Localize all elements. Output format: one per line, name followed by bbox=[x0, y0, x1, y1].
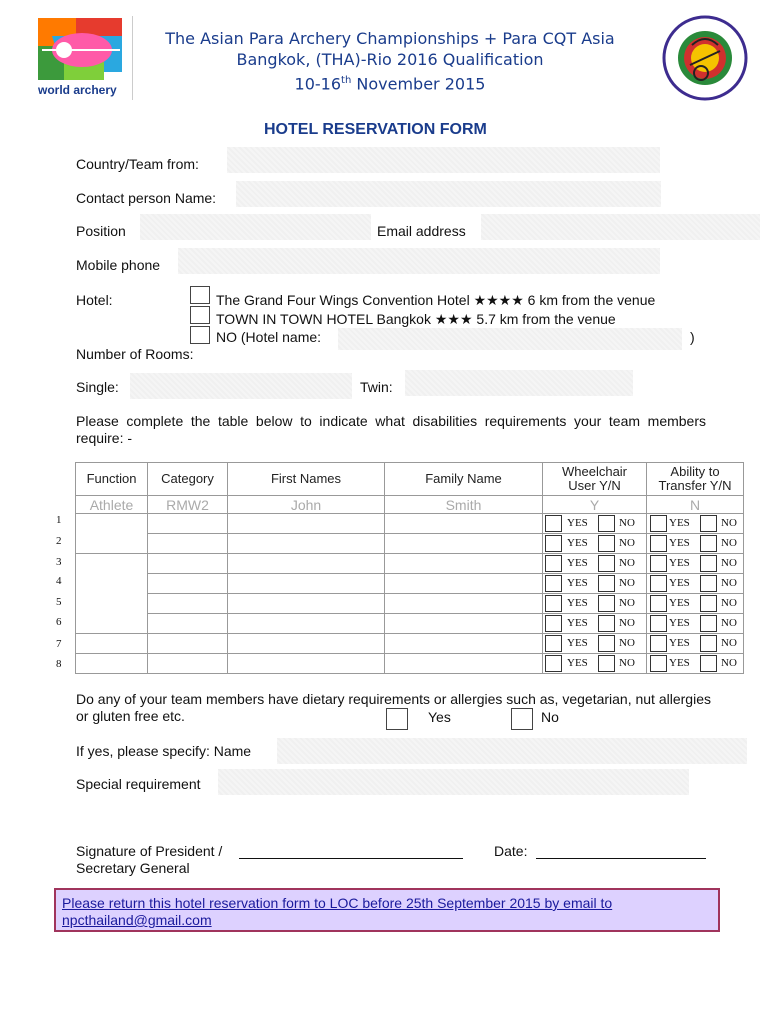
hotel-option-3-close: ) bbox=[690, 329, 695, 345]
transfer-yes-label: YES bbox=[669, 577, 690, 589]
transfer-yes-label: YES bbox=[669, 617, 690, 629]
disability-table bbox=[75, 462, 744, 674]
wheelchair-yn-cell bbox=[543, 574, 647, 594]
wheelchair-yes-label: YES bbox=[567, 537, 588, 549]
logo-text: world archery bbox=[38, 83, 117, 97]
transfer-yn-cell bbox=[647, 594, 744, 614]
category-cell[interactable] bbox=[148, 594, 228, 614]
table-row bbox=[76, 534, 744, 554]
position-label: Position bbox=[76, 223, 126, 239]
world-archery-logo bbox=[34, 16, 133, 100]
transfer-no-label: NO bbox=[721, 637, 737, 649]
wheelchair-no-label: NO bbox=[619, 577, 635, 589]
row-number-3: 3 bbox=[56, 556, 62, 568]
wheelchair-yes-label: YES bbox=[567, 597, 588, 609]
wheelchair-yes-label: YES bbox=[567, 517, 588, 529]
wheelchair-yn-cell bbox=[543, 514, 647, 534]
wheelchair-yn-cell bbox=[543, 654, 647, 674]
email-label: Email address bbox=[377, 223, 466, 239]
wheelchair-yn-cell bbox=[543, 554, 647, 574]
transfer-yn-cell bbox=[647, 574, 744, 594]
wheelchair-yes-label: YES bbox=[567, 637, 588, 649]
category-cell[interactable] bbox=[148, 514, 228, 534]
title-line-2: Bangkok, (THA)-Rio 2016 Qualification bbox=[236, 50, 544, 69]
transfer-yn-cell bbox=[647, 634, 744, 654]
wheelchair-yn-cell bbox=[543, 614, 647, 634]
wheelchair-no-checkbox[interactable] bbox=[598, 535, 615, 552]
first-name-cell[interactable] bbox=[228, 574, 385, 594]
wheelchair-yes-checkbox[interactable] bbox=[545, 635, 562, 652]
family-name-cell[interactable] bbox=[385, 594, 543, 614]
return-notice[interactable]: Please return this hotel reservation form to LOC before 25th September 2015 by email to npcthailand@gmail.com bbox=[54, 888, 720, 932]
family-name-cell[interactable] bbox=[385, 634, 543, 654]
wheelchair-yes-label: YES bbox=[567, 657, 588, 669]
country-label: Country/Team from: bbox=[76, 156, 199, 172]
transfer-yn-cell bbox=[647, 514, 744, 534]
example-category: RMW2 bbox=[148, 496, 228, 514]
row-number-1: 1 bbox=[56, 514, 62, 526]
family-name-cell[interactable] bbox=[385, 534, 543, 554]
transfer-yes-label: YES bbox=[669, 537, 690, 549]
hotel-option-3-label: NO (Hotel name: bbox=[216, 329, 322, 345]
wheelchair-yn-cell bbox=[543, 634, 647, 654]
wheelchair-yes-label: YES bbox=[567, 617, 588, 629]
header-wheelchair: Wheelchair User Y/N bbox=[543, 463, 647, 496]
transfer-no-label: NO bbox=[721, 617, 737, 629]
wheelchair-yes-checkbox[interactable] bbox=[545, 575, 562, 592]
table-row bbox=[76, 634, 744, 654]
wheelchair-no-label: NO bbox=[619, 537, 635, 549]
email-input[interactable] bbox=[481, 214, 760, 240]
transfer-no-label: NO bbox=[721, 537, 737, 549]
table-row bbox=[76, 574, 744, 594]
example-first-name: John bbox=[228, 496, 385, 514]
specify-input[interactable] bbox=[277, 738, 747, 764]
function-cell[interactable] bbox=[76, 514, 148, 554]
transfer-yes-checkbox[interactable] bbox=[650, 515, 667, 532]
transfer-no-label: NO bbox=[721, 657, 737, 669]
transfer-yes-label: YES bbox=[669, 517, 690, 529]
example-transfer: N bbox=[647, 496, 744, 514]
transfer-yes-checkbox[interactable] bbox=[650, 655, 667, 672]
transfer-no-checkbox[interactable] bbox=[700, 515, 717, 532]
date-label: Date: bbox=[494, 843, 528, 859]
wheelchair-no-label: NO bbox=[619, 517, 635, 529]
wheelchair-no-checkbox[interactable] bbox=[598, 555, 615, 572]
wheelchair-no-checkbox[interactable] bbox=[598, 635, 615, 652]
transfer-no-checkbox[interactable] bbox=[700, 595, 717, 612]
mobile-input[interactable] bbox=[178, 248, 660, 274]
wheelchair-no-label: NO bbox=[619, 557, 635, 569]
special-label: Special requirement bbox=[76, 776, 201, 792]
row-number-8: 8 bbox=[56, 658, 62, 670]
wheelchair-yn-cell bbox=[543, 594, 647, 614]
transfer-no-label: NO bbox=[721, 577, 737, 589]
transfer-no-label: NO bbox=[721, 597, 737, 609]
twin-input[interactable] bbox=[405, 370, 633, 396]
date-line[interactable] bbox=[536, 858, 706, 859]
contact-input[interactable] bbox=[236, 181, 661, 207]
example-function: Athlete bbox=[76, 496, 148, 514]
transfer-no-label: NO bbox=[721, 517, 737, 529]
function-cell[interactable] bbox=[76, 554, 148, 634]
transfer-yes-label: YES bbox=[669, 557, 690, 569]
specify-label: If yes, please specify: Name bbox=[76, 743, 252, 759]
hotel-name-input[interactable] bbox=[338, 328, 682, 350]
family-name-cell[interactable] bbox=[385, 554, 543, 574]
dietary-no-checkbox[interactable] bbox=[511, 708, 533, 730]
wheelchair-no-checkbox[interactable] bbox=[598, 615, 615, 632]
mobile-label: Mobile phone bbox=[76, 257, 161, 273]
example-wheelchair: Y bbox=[543, 496, 647, 514]
transfer-yes-checkbox[interactable] bbox=[650, 615, 667, 632]
special-input[interactable] bbox=[218, 769, 689, 795]
first-name-cell[interactable] bbox=[228, 654, 385, 674]
table-row bbox=[76, 554, 744, 574]
table-row bbox=[76, 594, 744, 614]
rooms-label: Number of Rooms: bbox=[76, 346, 194, 362]
wheelchair-yes-checkbox[interactable] bbox=[545, 655, 562, 672]
wheelchair-yn-cell bbox=[543, 534, 647, 554]
position-input[interactable] bbox=[140, 214, 371, 240]
row-number-6: 6 bbox=[56, 616, 62, 628]
signature-label-2: Secretary General bbox=[76, 860, 190, 876]
transfer-yes-checkbox[interactable] bbox=[650, 535, 667, 552]
row-number-4: 4 bbox=[56, 575, 62, 587]
logo-graphic-icon bbox=[34, 16, 126, 82]
wheelchair-yes-checkbox[interactable] bbox=[545, 515, 562, 532]
first-name-cell[interactable] bbox=[228, 634, 385, 654]
transfer-no-checkbox[interactable] bbox=[700, 555, 717, 572]
single-input[interactable] bbox=[130, 373, 352, 399]
wheelchair-no-checkbox[interactable] bbox=[598, 595, 615, 612]
example-family-name: Smith bbox=[385, 496, 543, 514]
header-function: Function bbox=[76, 463, 148, 496]
first-name-cell[interactable] bbox=[228, 554, 385, 574]
family-name-cell[interactable] bbox=[385, 654, 543, 674]
first-name-cell[interactable] bbox=[228, 614, 385, 634]
hotel-option-1-label: The Grand Four Wings Convention Hotel ★★★★ 6 km from the venue bbox=[216, 292, 656, 308]
transfer-no-checkbox[interactable] bbox=[700, 575, 717, 592]
wheelchair-yes-checkbox[interactable] bbox=[545, 615, 562, 632]
category-cell[interactable] bbox=[148, 574, 228, 594]
family-name-cell[interactable] bbox=[385, 614, 543, 634]
family-name-cell[interactable] bbox=[385, 574, 543, 594]
table-row bbox=[76, 514, 744, 534]
function-cell[interactable] bbox=[76, 634, 148, 654]
wheelchair-yes-checkbox[interactable] bbox=[545, 555, 562, 572]
category-cell[interactable] bbox=[148, 554, 228, 574]
wheelchair-no-label: NO bbox=[619, 617, 635, 629]
signature-label-1: Signature of President / bbox=[76, 843, 223, 859]
category-cell[interactable] bbox=[148, 634, 228, 654]
example-row bbox=[76, 496, 744, 514]
table-intro: Please complete the table below to indicate what disabilities requirements your team members require: - bbox=[76, 413, 706, 446]
wheelchair-yes-label: YES bbox=[567, 577, 588, 589]
wheelchair-yes-checkbox[interactable] bbox=[545, 535, 562, 552]
hotel-label: Hotel: bbox=[76, 292, 113, 308]
contact-label: Contact person Name: bbox=[76, 190, 217, 206]
twin-label: Twin: bbox=[360, 379, 393, 395]
transfer-yes-label: YES bbox=[669, 597, 690, 609]
function-cell[interactable] bbox=[76, 654, 148, 674]
table-row bbox=[76, 614, 744, 634]
transfer-yes-label: YES bbox=[669, 657, 690, 669]
wheelchair-yes-label: YES bbox=[567, 557, 588, 569]
category-cell[interactable] bbox=[148, 654, 228, 674]
wheelchair-no-label: NO bbox=[619, 637, 635, 649]
transfer-no-checkbox[interactable] bbox=[700, 535, 717, 552]
first-name-cell[interactable] bbox=[228, 514, 385, 534]
row-number-7: 7 bbox=[56, 638, 62, 650]
hotel-option-1-checkbox[interactable] bbox=[190, 286, 210, 304]
wheelchair-no-label: NO bbox=[619, 597, 635, 609]
transfer-no-checkbox[interactable] bbox=[700, 615, 717, 632]
title-line-1: The Asian Para Archery Championships + Para CQT Asia bbox=[165, 29, 615, 48]
row-number-2: 2 bbox=[56, 535, 62, 547]
dietary-no-label: No bbox=[541, 709, 559, 725]
dietary-question: Do any of your team members have dietary requirements or allergies such as, vegetarian, nut allergies or gluten free etc. bbox=[76, 691, 711, 724]
wheelchair-no-checkbox[interactable] bbox=[598, 515, 615, 532]
dietary-yes-label: Yes bbox=[428, 709, 451, 725]
hotel-option-2-label: TOWN IN TOWN HOTEL Bangkok ★★★ 5.7 km from the venue bbox=[216, 311, 616, 327]
seal-icon bbox=[662, 15, 748, 101]
wheelchair-no-checkbox[interactable] bbox=[598, 655, 615, 672]
wheelchair-no-label: NO bbox=[619, 657, 635, 669]
transfer-yn-cell bbox=[647, 614, 744, 634]
signature-line[interactable] bbox=[239, 858, 463, 859]
transfer-yes-checkbox[interactable] bbox=[650, 575, 667, 592]
title-line-3: 10-16th November 2015 bbox=[294, 74, 486, 94]
category-cell[interactable] bbox=[148, 534, 228, 554]
transfer-yn-cell bbox=[647, 534, 744, 554]
country-input[interactable] bbox=[227, 147, 660, 173]
table-row bbox=[76, 654, 744, 674]
hotel-option-2-checkbox[interactable] bbox=[190, 306, 210, 324]
row-number-5: 5 bbox=[56, 596, 62, 608]
transfer-yes-checkbox[interactable] bbox=[650, 635, 667, 652]
transfer-yes-checkbox[interactable] bbox=[650, 595, 667, 612]
first-name-cell[interactable] bbox=[228, 594, 385, 614]
transfer-yn-cell bbox=[647, 554, 744, 574]
hotel-option-3-checkbox[interactable] bbox=[190, 326, 210, 344]
form-title: HOTEL RESERVATION FORM bbox=[264, 121, 487, 138]
category-cell[interactable] bbox=[148, 614, 228, 634]
transfer-yes-label: YES bbox=[669, 637, 690, 649]
header-transfer: Ability to Transfer Y/N bbox=[647, 463, 744, 496]
transfer-no-label: NO bbox=[721, 557, 737, 569]
transfer-no-checkbox[interactable] bbox=[700, 635, 717, 652]
wheelchair-yes-checkbox[interactable] bbox=[545, 595, 562, 612]
single-label: Single: bbox=[76, 379, 119, 395]
first-name-cell[interactable] bbox=[228, 534, 385, 554]
header-category: Category bbox=[148, 463, 228, 496]
transfer-yn-cell bbox=[647, 654, 744, 674]
championship-seal bbox=[662, 15, 748, 101]
transfer-no-checkbox[interactable] bbox=[700, 655, 717, 672]
header-first-names: First Names bbox=[228, 463, 385, 496]
dietary-yes-checkbox[interactable] bbox=[386, 708, 408, 730]
header-family-name: Family Name bbox=[385, 463, 543, 496]
wheelchair-no-checkbox[interactable] bbox=[598, 575, 615, 592]
event-title bbox=[135, 28, 645, 94]
transfer-yes-checkbox[interactable] bbox=[650, 555, 667, 572]
family-name-cell[interactable] bbox=[385, 514, 543, 534]
